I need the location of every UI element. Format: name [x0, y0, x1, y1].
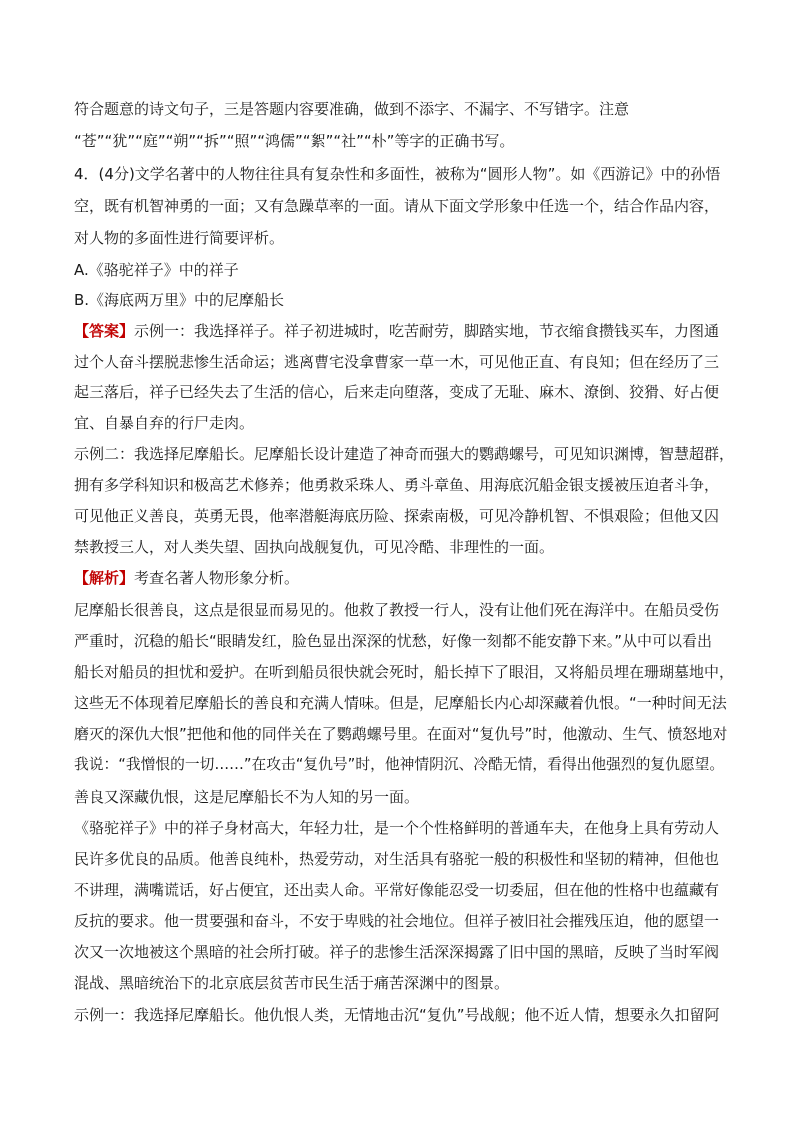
- text-line: 严重时，沉稳的船长“眼睛发红，脸色显出深深的忧愁，好像一刻都不能安静下来。”从中可以看出: [74, 632, 713, 650]
- text-line: 示例二：我选择尼摩船长。尼摩船长设计建造了神奇而强大的鹦鹉螺号，可见知识渊博，智慧超群，: [74, 445, 734, 463]
- analysis-line: 【解析】考查名著人物形象分析。: [74, 569, 300, 587]
- text-line: 符合题意的诗文句子，三是答题内容要准确，做到不添字、不漏字、不写错字。注意: [74, 100, 630, 118]
- text-line: 反抗的要求。他一贯要强和奋斗，不安于卑贱的社会地位。但祥子被旧社会摧残压迫，他的愿望一: [74, 912, 720, 930]
- text-line: 我说：“我憎恨的一切……”在攻击“复仇号”时，他神情阴沉、冷酷无情，看得出他强烈的复仇愿望。: [74, 756, 725, 773]
- text-line: 民许多优良的品质。他善良纯朴，热爱劳动，对生活具有骆驼一般的积极性和坚韧的精神，但他也: [74, 850, 720, 868]
- text-line: 拥有多学科知识和极高艺术修养；他勇救采珠人、勇斗章鱼、用海底沉船金银支援被压迫者斗争，: [74, 476, 720, 494]
- text-line: 这些无不体现着尼摩船长的善良和充满人情味。但是，尼摩船长内心却深藏着仇恨。“一种时间无法: [74, 694, 727, 712]
- text-line: 起三落后，祥子已经失去了生活的信心，后来走向堕落，变成了无耻、麻木、潦倒、狡猾、好占便: [74, 383, 720, 401]
- text-line: 尼摩船长很善良，这点是很显而易见的。他救了教授一行人，没有让他们死在海洋中。在船员受伤: [74, 601, 720, 619]
- text-line: 不讲理，满嘴谎话，好占便宜，还出卖人命。平常好像能忍受一切委屈，但在他的性格中也蕴藏有: [74, 881, 720, 899]
- answer-line: 【答案】示例一：我选择祥子。祥子初进城时，吃苦耐劳，脚踏实地，节衣缩食攒钱买车，力图通: [74, 322, 720, 340]
- text-line: 空，既有机智神勇的一面；又有急躁草率的一面。请从下面文学形象中任选一个，结合作品内容，: [74, 197, 720, 215]
- text-line: 宜、自暴自弃的行尸走肉。: [74, 414, 255, 432]
- text-line: 示例一：我选择尼摩船长。他仇恨人类，无情地击沉“复仇”号战舰；他不近人情，想要永久扣留阿: [74, 1006, 720, 1024]
- text-line: 过个人奋斗摆脱悲惨生活命运；逃离曹宅没拿曹家一草一木，可见他正直、有良知；但在经历了三: [74, 353, 720, 371]
- option-a: A.《骆驼祥子》中的祥子: [74, 261, 239, 279]
- text-line: 船长对船员的担忧和爱护。在听到船员很快就会死时，船长掉下了眼泪，又将船员埋在珊瑚墓地中，: [74, 663, 734, 681]
- text-line: 次又一次地被这个黑暗的社会所打破。祥子的悲惨生活深深揭露了旧中国的黑暗，反映了当时军阀: [74, 943, 720, 961]
- text-line: 禁教授三人，对人类失望、固执向战舰复仇，可见冷酷、非理性的一面。: [74, 538, 555, 556]
- analysis-label: 【解析】: [74, 569, 135, 587]
- text-line: 混战、黑暗统治下的北京底层贫苦市民生活于痛苦深渊中的图景。: [74, 974, 510, 992]
- text-line: 对人物的多面性进行简要评析。: [74, 229, 285, 247]
- answer-label: 【答案】: [74, 322, 135, 340]
- text-line: 善良又深藏仇恨，这是尼摩船长不为人知的另一面。: [74, 788, 420, 806]
- question-4-heading: 4．(4分)文学名著中的人物往往具有复杂性和多面性，被称为“圆形人物”。如《西游记》中的孙悟: [74, 165, 721, 183]
- text-line: 磨灭的深仇大恨”把他和他的同伴关在了鹦鹉螺号里。在面对“复仇号”时，他激动、生气、愤怒地对: [74, 725, 728, 743]
- text-line: 可见他正义善良，英勇无畏，他率潜艇海底历险、探索南极，可见冷静机智、不惧艰险；但他又囚: [74, 507, 720, 525]
- option-b: B.《海底两万里》中的尼摩船长: [74, 291, 285, 309]
- text-line: 《骆驼祥子》中的祥子身材高大，年轻力壮，是一个个性格鲜明的普通车夫，在他身上具有劳动人: [74, 819, 720, 837]
- text-line: “苍”“犹”“庭”“朔”“拆”“照”“鸿儒”“絮”“社”“朴”等字的正确书写。: [74, 132, 515, 150]
